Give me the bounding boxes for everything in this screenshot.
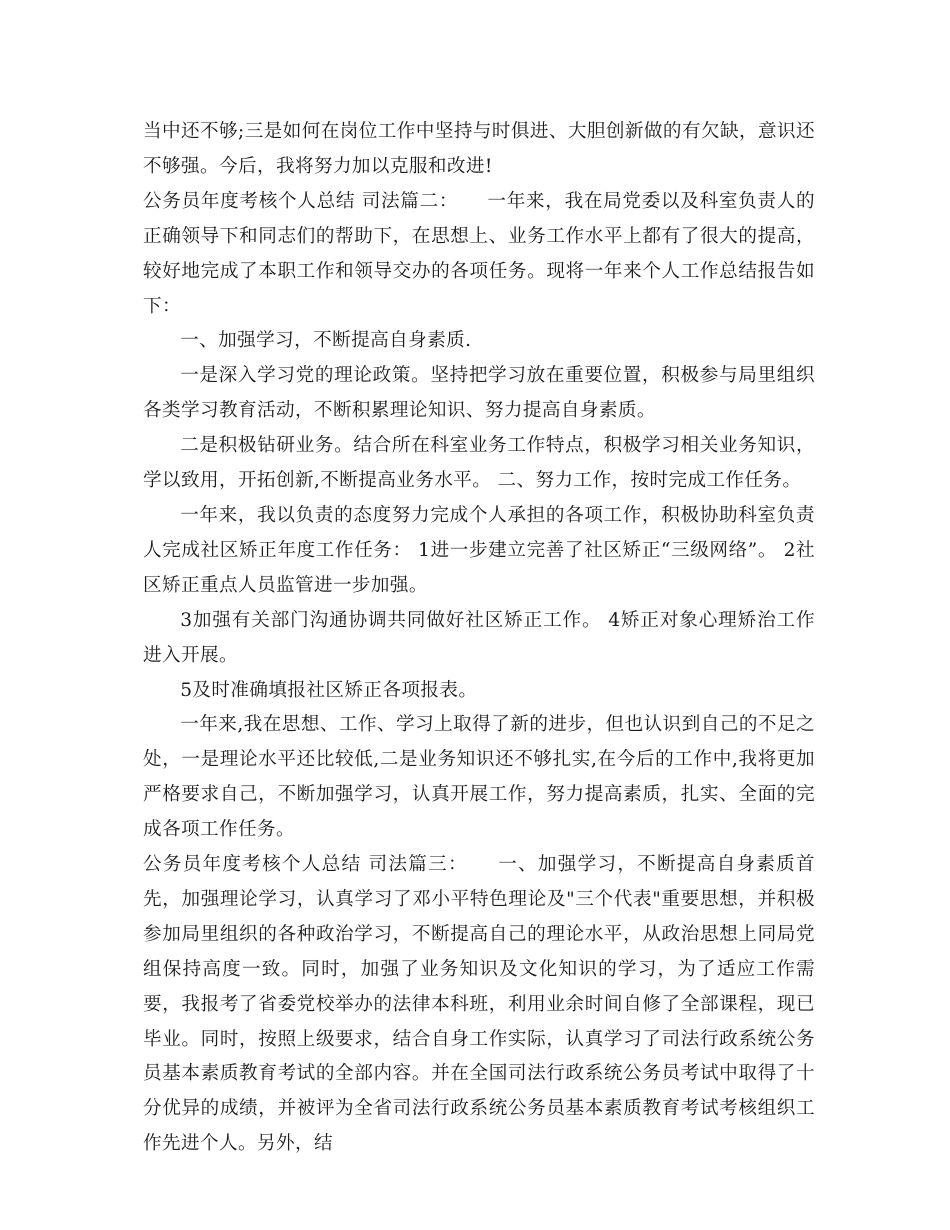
paragraph-6: 一年来，我以负责的态度努力完成个人承担的各项工作，积极协助科室负责人完成社区矫正年度工作任务： 1进一步建立完善了社区矫正“三级网络”。 2社区矫正重点人员监管进一步加强。 (143, 504, 815, 596)
paragraph-5: 二是积极钻研业务。结合所在科室业务工作特点，积极学习相关业务知识，学以致用，开拓创新,不断提高业务水平。 二、努力工作，按时完成工作任务。 (143, 435, 815, 492)
paragraph-9: 一年来,我在思想、工作、学习上取得了新的进步，但也认识到自己的不足之处，一是理论水平还比较低,二是业务知识还不够扎实,在今后的工作中,我将更加严格要求自己，不断加强学习，认真开展工作，努力提高素质，扎实、全面的完成各项工作任务。 (143, 714, 815, 841)
paragraph-7: 3加强有关部门沟通协调共同做好社区矫正工作。 4矫正对象心理矫治工作进入开展。 (143, 609, 815, 666)
document-body (143, 115, 815, 1162)
paragraph-3: 一、加强学习，不断提高自身素质. (180, 330, 472, 352)
paragraph-2: 公务员年度考核个人总结 司法篇二： 一年来，我在局党委以及科室负责人的正确领导下和同志们的帮助下，在思想上、业务工作水平上都有了很大的提高，较好地完成了本职工作和领导交办的各项任务。现将一年来个人工作总结报告如下： (143, 190, 815, 317)
paragraph-10: 公务员年度考核个人总结 司法篇三： 一、加强学习，不断提高自身素质首先，加强理论学习，认真学习了邓小平特色理论及"三个代表"重要思想，并积极参加局里组织的各种政治学习，不断提高自己的理论水平，从政治思想上同局党组保持高度一致。同时，加强了业务知识及文化知识的学习，为了适应工作需要，我报考了省委党校举办的法律本科班，利用业余时间自修了全部课程，现已毕业。同时，按照上级要求，结合自身工作实际，认真学习了司法行政系统公务员基本素质教育考试的全部内容。并在全国司法行政系统公务员考试中取得了十分优异的成绩，并被评为全省司法行政系统公务员基本素质教育考试考核组织工作先进个人。另外，结 (143, 854, 815, 1155)
paragraph-8: 5及时准确填报社区矫正各项报表。 (180, 679, 478, 701)
paragraph-4: 一是深入学习党的理论政策。坚持把学习放在重要位置，积极参与局里组织各类学习教育活动，不断积累理论知识、努力提高自身素质。 (143, 365, 815, 422)
paragraph-1: 当中还不够;三是如何在岗位工作中坚持与时俱进、大胆创新做的有欠缺，意识还不够强。今后，我将努力加以克服和改进! (143, 121, 815, 177)
